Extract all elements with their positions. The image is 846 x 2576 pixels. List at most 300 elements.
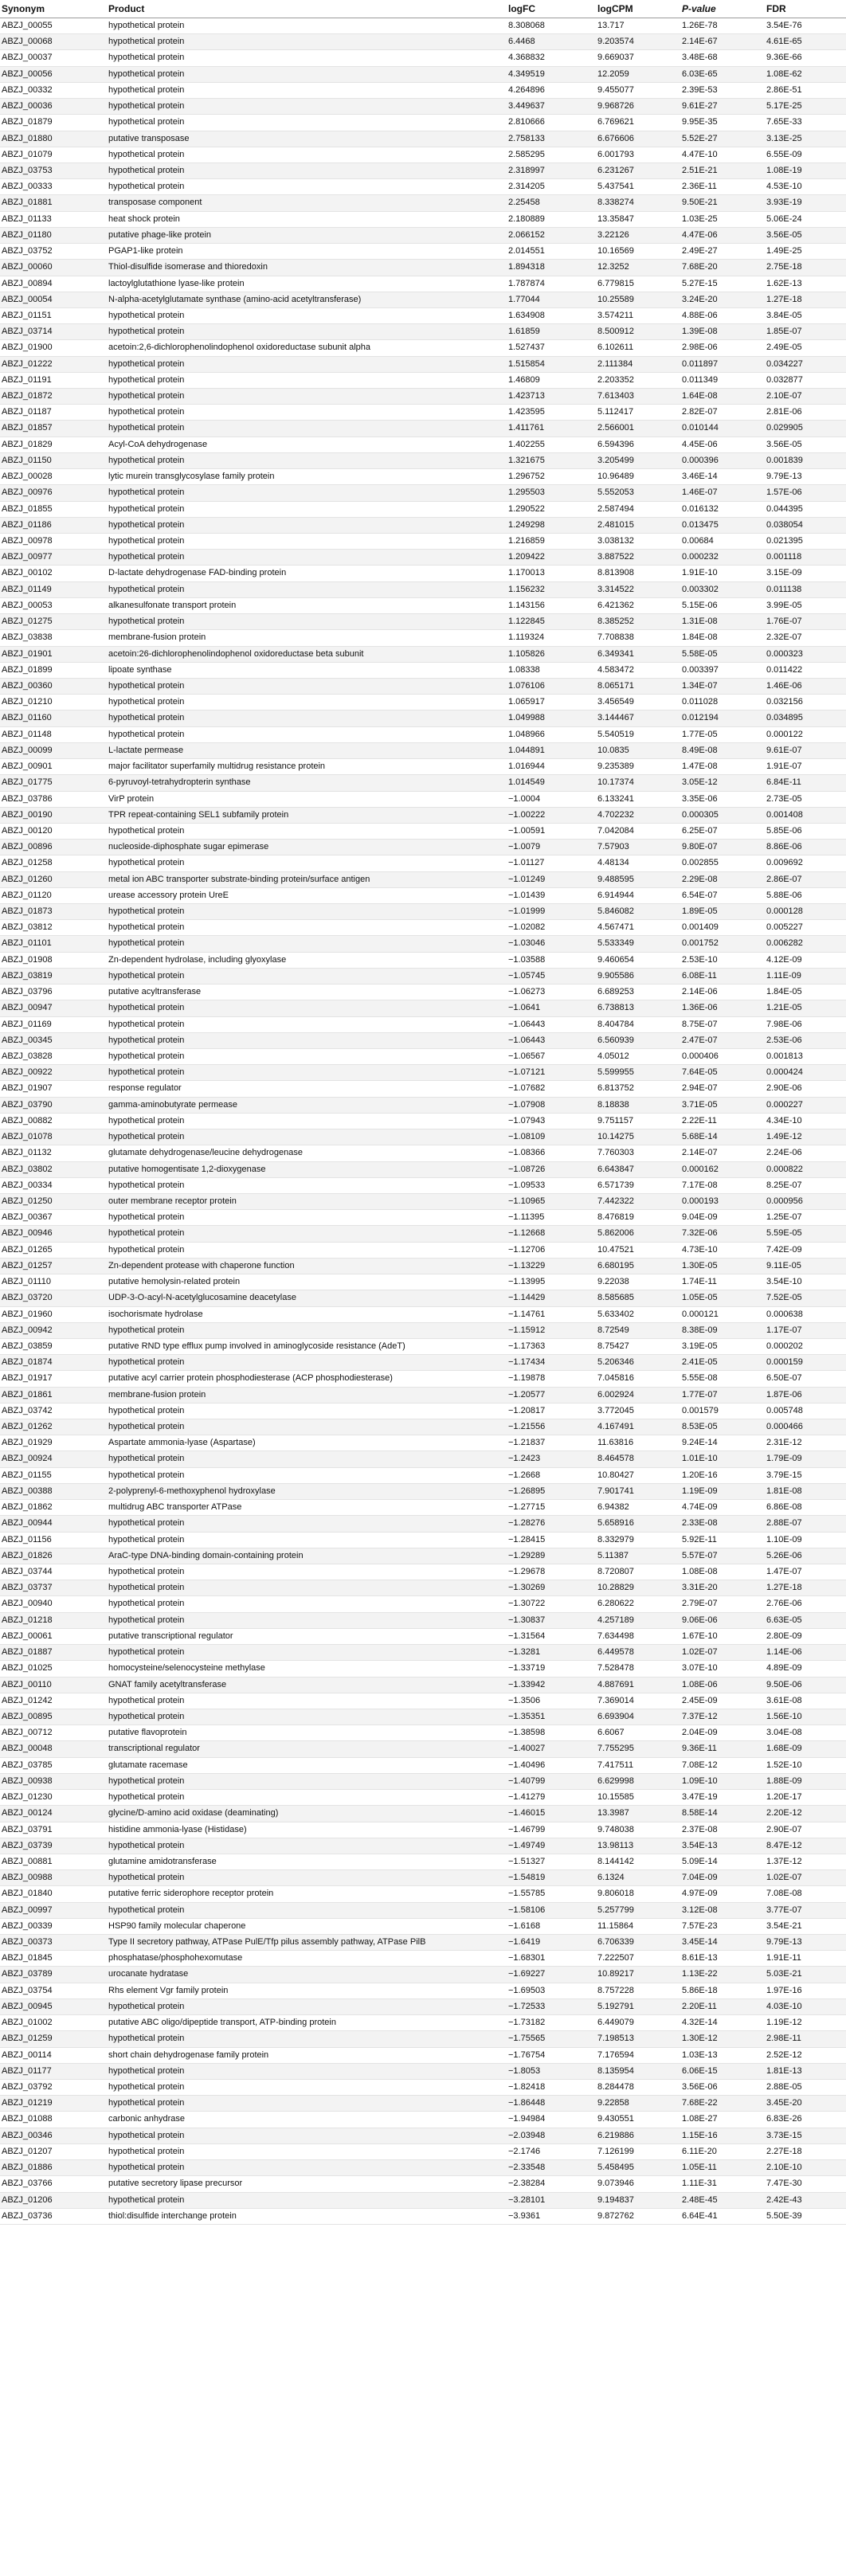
cell-synonym: ABZJ_00894 [2, 278, 53, 288]
cell-logcpm: 9.203574 [597, 37, 634, 47]
cell-pvalue: 1.03E-13 [682, 2049, 718, 2060]
cell-fdr: 3.99E-05 [766, 600, 802, 610]
table-row [0, 534, 846, 550]
cell-logfc: −1.49749 [508, 1840, 546, 1850]
cell-logfc: −1.6419 [508, 1937, 541, 1948]
cell-logcpm: 7.613403 [597, 391, 634, 401]
cell-product: hypothetical protein [108, 2001, 185, 2011]
cell-logfc: 1.527437 [508, 343, 545, 353]
cell-product: hypothetical protein [108, 1019, 185, 1029]
cell-product: hypothetical protein [108, 1470, 185, 1480]
cell-pvalue: 3.12E-08 [682, 1905, 718, 1915]
cell-logcpm: 5.599955 [597, 1067, 634, 1078]
table-row [0, 1919, 846, 1935]
cell-synonym: ABZJ_01120 [2, 890, 52, 900]
cell-logcpm: 9.872762 [597, 2210, 634, 2221]
cell-logcpm: 8.500912 [597, 327, 634, 337]
cell-fdr: 1.27E-18 [766, 1583, 802, 1593]
cell-fdr: 0.005748 [766, 1405, 803, 1415]
cell-pvalue: 7.68E-20 [682, 262, 718, 272]
cell-logfc: 2.066152 [508, 229, 545, 240]
cell-fdr: 0.006282 [766, 938, 803, 949]
cell-logcpm: 5.192791 [597, 2001, 634, 2011]
cell-pvalue: 0.011028 [682, 697, 719, 707]
cell-logcpm: 3.574211 [597, 310, 634, 320]
cell-synonym: ABZJ_01881 [2, 198, 53, 208]
table-row [0, 1355, 846, 1371]
cell-fdr: 1.88E-09 [766, 1775, 802, 1786]
cell-fdr: 2.88E-07 [766, 1518, 802, 1529]
cell-logcpm: 2.203352 [597, 374, 634, 385]
table-row [0, 276, 846, 292]
cell-logfc: −1.00591 [508, 825, 546, 836]
table-row [0, 1661, 846, 1677]
cell-logcpm: 8.72549 [597, 1325, 629, 1335]
cell-fdr: 0.001118 [766, 552, 802, 562]
cell-pvalue: 1.09E-10 [682, 1775, 718, 1786]
cell-pvalue: 1.36E-06 [682, 1003, 718, 1013]
cell-logfc: 1.634908 [508, 310, 545, 320]
cell-synonym: ABZJ_01829 [2, 439, 53, 449]
cell-product: Zn-dependent protease with chaperone function [108, 1260, 295, 1270]
cell-synonym: ABZJ_01191 [2, 374, 52, 385]
cell-logfc: −1.13229 [508, 1260, 546, 1270]
cell-product: GNAT family acetyltransferase [108, 1679, 227, 1689]
cell-logfc: 1.016944 [508, 761, 545, 772]
cell-pvalue: 2.49E-27 [682, 246, 718, 256]
table-row [0, 1774, 846, 1790]
cell-product: putative ferric siderophore receptor protein [108, 1889, 274, 1899]
table-row [0, 566, 846, 581]
cell-product: putative phage-like protein [108, 229, 212, 240]
cell-synonym: ABZJ_01177 [2, 2065, 52, 2076]
cell-logfc: −1.0004 [508, 793, 541, 804]
cell-product: hypothetical protein [108, 1711, 185, 1721]
cell-synonym: ABZJ_00977 [2, 552, 53, 562]
cell-synonym: ABZJ_03744 [2, 1567, 53, 1576]
table-row [0, 260, 846, 276]
cell-product: hypothetical protein [108, 1599, 185, 1609]
table-row [0, 759, 846, 775]
cell-fdr: 1.68E-09 [766, 1744, 802, 1754]
cell-pvalue: 5.15E-06 [682, 600, 718, 610]
cell-logcpm: 9.806018 [597, 1889, 634, 1899]
cell-product: PGAP1-like protein [108, 246, 183, 256]
cell-logcpm: 6.594396 [597, 439, 634, 449]
cell-fdr: 1.81E-08 [766, 1486, 802, 1496]
cell-product: hypothetical protein [108, 1422, 185, 1432]
cell-logfc: 2.585295 [508, 149, 545, 159]
cell-synonym: ABZJ_01857 [2, 423, 53, 433]
cell-pvalue: 4.47E-10 [682, 149, 718, 159]
cell-logcpm: 5.112417 [597, 407, 634, 417]
cell-logcpm: 2.566001 [597, 423, 634, 433]
cell-logfc: 1.076106 [508, 680, 545, 691]
cell-synonym: ABZJ_00055 [2, 21, 53, 30]
cell-fdr: 1.91E-11 [766, 1953, 801, 1963]
cell-product: hypothetical protein [108, 1647, 185, 1658]
cell-synonym: ABZJ_01257 [2, 1260, 53, 1270]
cell-logcpm: 10.80427 [597, 1470, 634, 1480]
cell-logfc: 1.423595 [508, 407, 545, 417]
cell-logfc: −1.03588 [508, 954, 546, 965]
cell-logcpm: 10.15585 [597, 1792, 634, 1803]
table-row [0, 83, 846, 99]
cell-product: transposase component [108, 198, 202, 208]
cell-fdr: 4.34E-10 [766, 1115, 802, 1126]
table-row [0, 212, 846, 228]
cell-logcpm: 5.458495 [597, 2163, 634, 2173]
cell-logfc: −1.12668 [508, 1228, 546, 1239]
cell-logcpm: 6.629998 [597, 1775, 634, 1786]
table-row [0, 421, 846, 437]
cell-logcpm: 7.708838 [597, 632, 634, 643]
cell-fdr: 1.37E-12 [766, 1856, 802, 1866]
cell-pvalue: 2.82E-07 [682, 407, 718, 417]
cell-logcpm: 6.813752 [597, 1083, 634, 1094]
cell-logfc: −1.07121 [508, 1067, 546, 1078]
cell-fdr: 2.53E-06 [766, 1035, 802, 1045]
cell-product: hypothetical protein [108, 374, 185, 385]
cell-pvalue: 0.001579 [682, 1405, 719, 1415]
cell-logfc: −1.08109 [508, 1132, 546, 1142]
cell-product: hypothetical protein [108, 2194, 185, 2205]
cell-fdr: 0.000424 [766, 1067, 803, 1078]
cell-product: metal ion ABC transporter substrate-binding protein/surface antigen [108, 874, 370, 884]
cell-pvalue: 0.001409 [682, 922, 719, 933]
cell-pvalue: 1.08E-06 [682, 1679, 718, 1689]
cell-product: lytic murein transglycosylase family protein [108, 472, 275, 482]
cell-logfc: 8.308068 [508, 21, 545, 30]
table-row [0, 1500, 846, 1516]
cell-pvalue: 1.31E-08 [682, 617, 718, 627]
table-row [0, 1806, 846, 1822]
cell-pvalue: 1.03E-25 [682, 213, 718, 224]
cell-logfc: 2.014551 [508, 246, 545, 256]
cell-synonym: ABZJ_01242 [2, 1695, 53, 1705]
cell-logcpm: 3.887522 [597, 552, 634, 562]
cell-fdr: 1.49E-12 [766, 1132, 802, 1142]
table-row [0, 340, 846, 356]
cell-fdr: 6.84E-11 [766, 777, 801, 788]
cell-product: hypothetical protein [108, 729, 185, 739]
table-row [0, 2209, 846, 2225]
cell-logcpm: 9.751157 [597, 1115, 634, 1126]
table-row [0, 1629, 846, 1645]
cell-logfc: −1.13995 [508, 1277, 546, 1287]
cell-product: hypothetical protein [108, 1115, 185, 1126]
table-row [0, 1935, 846, 1951]
table-row [0, 582, 846, 598]
cell-logcpm: 7.901741 [597, 1486, 634, 1496]
cell-product: hypothetical protein [108, 101, 185, 112]
cell-logcpm: 8.332979 [597, 1534, 634, 1544]
cell-pvalue: 5.58E-05 [682, 648, 718, 659]
cell-pvalue: 3.45E-14 [682, 1937, 718, 1948]
cell-logcpm: 7.57903 [597, 842, 629, 852]
cell-synonym: ABZJ_01187 [2, 407, 52, 417]
cell-product: HSP90 family molecular chaperone [108, 1920, 246, 1931]
cell-logfc: −1.06273 [508, 987, 546, 997]
cell-logcpm: 9.748038 [597, 1824, 634, 1834]
cell-product: hypothetical protein [108, 1518, 185, 1529]
cell-logfc: 1.143156 [508, 600, 545, 610]
cell-product: hypothetical protein [108, 584, 185, 594]
cell-pvalue: 4.97E-09 [682, 1889, 718, 1899]
cell-product: thiol:disulfide interchange protein [108, 2210, 237, 2221]
cell-pvalue: 0.011897 [682, 358, 719, 369]
cell-logcpm: 7.126199 [597, 2146, 634, 2156]
cell-fdr: 4.12E-09 [766, 954, 802, 965]
cell-logcpm: 6.914944 [597, 890, 634, 900]
cell-fdr: 3.45E-20 [766, 2098, 802, 2108]
cell-logcpm: 6.102611 [597, 343, 634, 353]
cell-pvalue: 9.61E-27 [682, 101, 718, 112]
cell-logfc: −1.26895 [508, 1486, 546, 1496]
cell-product: hypothetical protein [108, 69, 185, 79]
cell-logfc: 1.122845 [508, 617, 545, 627]
cell-pvalue: 0.012194 [682, 713, 719, 723]
cell-synonym: ABZJ_01156 [2, 1534, 52, 1544]
cell-logcpm: 9.194837 [597, 2194, 634, 2205]
cell-logcpm: 6.001793 [597, 149, 634, 159]
cell-logcpm: 5.257799 [597, 1905, 634, 1915]
cell-logcpm: 8.757228 [597, 1985, 634, 1995]
cell-pvalue: 3.48E-68 [682, 53, 718, 63]
cell-pvalue: 3.24E-20 [682, 294, 718, 304]
cell-logfc: −1.35351 [508, 1711, 546, 1721]
cell-pvalue: 2.47E-07 [682, 1035, 718, 1045]
cell-fdr: 3.73E-15 [766, 2130, 802, 2140]
cell-fdr: 2.98E-11 [766, 2034, 801, 2044]
cell-product: hypothetical protein [108, 938, 185, 949]
cell-fdr: 1.21E-05 [766, 1003, 802, 1013]
cell-logcpm: 9.455077 [597, 84, 634, 95]
cell-logcpm: 10.0835 [597, 745, 629, 755]
table-row [0, 357, 846, 373]
table-row [0, 485, 846, 501]
cell-product: hypothetical protein [108, 310, 185, 320]
cell-fdr: 1.56E-10 [766, 1711, 802, 1721]
cell-pvalue: 8.58E-14 [682, 1808, 718, 1818]
cell-synonym: ABZJ_03789 [2, 1969, 53, 1979]
cell-synonym: ABZJ_00988 [2, 1873, 53, 1883]
cell-product: hypothetical protein [108, 697, 185, 707]
cell-logfc: 2.314205 [508, 182, 545, 192]
cell-fdr: 1.62E-13 [766, 278, 802, 288]
cell-product: hypothetical protein [108, 2034, 185, 2044]
cell-logfc: −1.55785 [508, 1889, 546, 1899]
table-row [0, 920, 846, 936]
cell-logcpm: 6.769621 [597, 117, 634, 127]
cell-synonym: ABZJ_03828 [2, 1051, 53, 1061]
cell-synonym: ABZJ_01132 [2, 1148, 52, 1158]
cell-logfc: 2.25458 [508, 198, 540, 208]
table-row [0, 1000, 846, 1016]
table-row [0, 1323, 846, 1339]
cell-pvalue: 5.57E-07 [682, 1550, 718, 1560]
table-row [0, 195, 846, 211]
cell-synonym: ABZJ_01861 [2, 1389, 53, 1400]
cell-logcpm: 12.2059 [597, 69, 629, 79]
cell-fdr: 2.20E-12 [766, 1808, 802, 1818]
cell-fdr: 0.000956 [766, 1196, 803, 1206]
cell-pvalue: 2.39E-53 [682, 84, 718, 95]
cell-synonym: ABZJ_00053 [2, 600, 53, 610]
cell-pvalue: 3.54E-13 [682, 1840, 718, 1850]
cell-logcpm: 13.98113 [597, 1840, 634, 1850]
cell-fdr: 2.80E-09 [766, 1631, 802, 1641]
cell-fdr: 3.77E-07 [766, 1905, 802, 1915]
cell-logfc: 1.46809 [508, 374, 540, 385]
cell-fdr: 1.08E-62 [766, 69, 802, 79]
cell-logcpm: 3.22126 [597, 229, 629, 240]
cell-logcpm: 6.219886 [597, 2130, 634, 2140]
header-fdr: FDR [766, 3, 786, 14]
cell-logcpm: 8.464578 [597, 1454, 634, 1464]
cell-synonym: ABZJ_01151 [2, 310, 52, 320]
table-row [0, 1081, 846, 1097]
cell-product: hypothetical protein [108, 1454, 185, 1464]
cell-product: Rhs element Vgr family protein [108, 1985, 229, 1995]
cell-synonym: ABZJ_00360 [2, 680, 53, 691]
cell-synonym: ABZJ_03838 [2, 632, 53, 643]
cell-logfc: −2.38284 [508, 2179, 546, 2189]
table-row [0, 518, 846, 534]
cell-logfc: −1.29678 [508, 1567, 546, 1576]
cell-fdr: 2.10E-10 [766, 2163, 802, 2173]
cell-fdr: 3.93E-19 [766, 198, 802, 208]
cell-fdr: 2.73E-05 [766, 793, 802, 804]
cell-pvalue: 3.19E-05 [682, 1341, 718, 1351]
cell-logcpm: 4.702232 [597, 809, 634, 820]
cell-logfc: −1.21556 [508, 1422, 546, 1432]
cell-pvalue: 0.00684 [682, 536, 714, 546]
cell-product: histidine ammonia-lyase (Histidase) [108, 1824, 247, 1834]
cell-logcpm: 8.404784 [597, 1019, 634, 1029]
cell-logcpm: 7.760303 [597, 1148, 634, 1158]
cell-logcpm: 5.437541 [597, 182, 634, 192]
cell-product: hypothetical protein [108, 825, 185, 836]
cell-logfc: −1.76754 [508, 2049, 546, 2060]
table-row [0, 743, 846, 759]
cell-pvalue: 2.98E-06 [682, 343, 718, 353]
cell-fdr: 0.005227 [766, 922, 803, 933]
cell-pvalue: 1.11E-31 [682, 2179, 717, 2189]
cell-pvalue: 1.08E-08 [682, 1567, 718, 1576]
cell-synonym: ABZJ_03720 [2, 1293, 53, 1303]
cell-fdr: 9.11E-05 [766, 1260, 801, 1270]
cell-pvalue: 6.64E-41 [682, 2210, 718, 2221]
table-row [0, 1388, 846, 1403]
cell-product: hypothetical protein [108, 1840, 185, 1850]
table-row [0, 1162, 846, 1178]
cell-fdr: 5.50E-39 [766, 2210, 802, 2221]
table-row [0, 502, 846, 518]
cell-logfc: −1.73182 [508, 2018, 546, 2028]
table-row [0, 775, 846, 791]
cell-synonym: ABZJ_01002 [2, 2018, 53, 2028]
cell-logfc: −1.15912 [508, 1325, 546, 1335]
cell-fdr: 0.011138 [766, 584, 802, 594]
cell-fdr: 3.54E-76 [766, 21, 802, 30]
cell-fdr: 8.47E-12 [766, 1840, 802, 1850]
cell-logcpm: 8.720807 [597, 1567, 634, 1576]
cell-product: hypothetical protein [108, 1775, 185, 1786]
cell-logfc: −1.68301 [508, 1953, 546, 1963]
cell-synonym: ABZJ_03819 [2, 970, 53, 981]
cell-logcpm: 10.17374 [597, 777, 634, 788]
cell-fdr: 7.42E-09 [766, 1244, 802, 1255]
table-row [0, 131, 846, 147]
cell-pvalue: 2.14E-06 [682, 987, 718, 997]
table-row [0, 2176, 846, 2192]
cell-product: glutamine amidotransferase [108, 1856, 217, 1866]
cell-logfc: −2.1746 [508, 2146, 541, 2156]
cell-synonym: ABZJ_00367 [2, 1212, 53, 1223]
cell-pvalue: 0.003302 [682, 584, 719, 594]
cell-pvalue: 4.74E-09 [682, 1502, 718, 1513]
table-row [0, 614, 846, 630]
cell-product: Type II secretory pathway, ATPase PulE/Tfp pilus assembly pathway, ATPase PilB [108, 1937, 426, 1948]
cell-fdr: 0.034895 [766, 713, 803, 723]
cell-pvalue: 2.53E-10 [682, 954, 718, 965]
table-row [0, 1758, 846, 1774]
cell-synonym: ABZJ_01133 [2, 213, 52, 224]
cell-logfc: −1.08366 [508, 1148, 546, 1158]
cell-logfc: −1.82418 [508, 2082, 546, 2092]
cell-logcpm: 5.552053 [597, 487, 634, 498]
cell-synonym: ABZJ_00997 [2, 1905, 53, 1915]
cell-logcpm: 13.3987 [597, 1808, 629, 1818]
cell-fdr: 2.32E-07 [766, 632, 802, 643]
cell-fdr: 3.54E-10 [766, 1277, 802, 1287]
cell-logcpm: 6.449079 [597, 2018, 634, 2028]
cell-logfc: −1.2668 [508, 1470, 541, 1480]
cell-logfc: −1.06443 [508, 1019, 546, 1029]
table-row [0, 1403, 846, 1419]
cell-logcpm: 3.456549 [597, 697, 634, 707]
cell-logfc: −1.17363 [508, 1341, 546, 1351]
cell-pvalue: 2.37E-08 [682, 1824, 718, 1834]
cell-fdr: 1.76E-07 [766, 617, 802, 627]
cell-pvalue: 2.14E-67 [682, 37, 718, 47]
table-row [0, 2128, 846, 2144]
cell-pvalue: 0.003397 [682, 664, 719, 675]
table-row [0, 1983, 846, 1999]
cell-pvalue: 7.64E-05 [682, 1067, 718, 1078]
cell-synonym: ABZJ_03812 [2, 922, 53, 933]
cell-synonym: ABZJ_03785 [2, 1760, 53, 1770]
cell-logfc: 1.105826 [508, 648, 545, 659]
cell-product: hypothetical protein [108, 1051, 185, 1061]
cell-product: response regulator [108, 1083, 182, 1094]
cell-logfc: 1.119324 [508, 632, 545, 643]
cell-logfc: −1.20817 [508, 1405, 546, 1415]
cell-product: membrane-fusion protein [108, 632, 206, 643]
cell-logfc: −1.17434 [508, 1357, 546, 1368]
cell-pvalue: 0.002855 [682, 858, 719, 868]
cell-synonym: ABZJ_01886 [2, 2163, 53, 2173]
cell-product: hypothetical protein [108, 1905, 185, 1915]
cell-fdr: 8.86E-06 [766, 842, 802, 852]
cell-fdr: 1.20E-17 [766, 1792, 802, 1803]
cell-fdr: 1.52E-10 [766, 1760, 802, 1770]
cell-logfc: 2.810666 [508, 117, 545, 127]
table-row [0, 663, 846, 679]
cell-product: hypothetical protein [108, 117, 185, 127]
cell-logfc: −1.0641 [508, 1003, 541, 1013]
